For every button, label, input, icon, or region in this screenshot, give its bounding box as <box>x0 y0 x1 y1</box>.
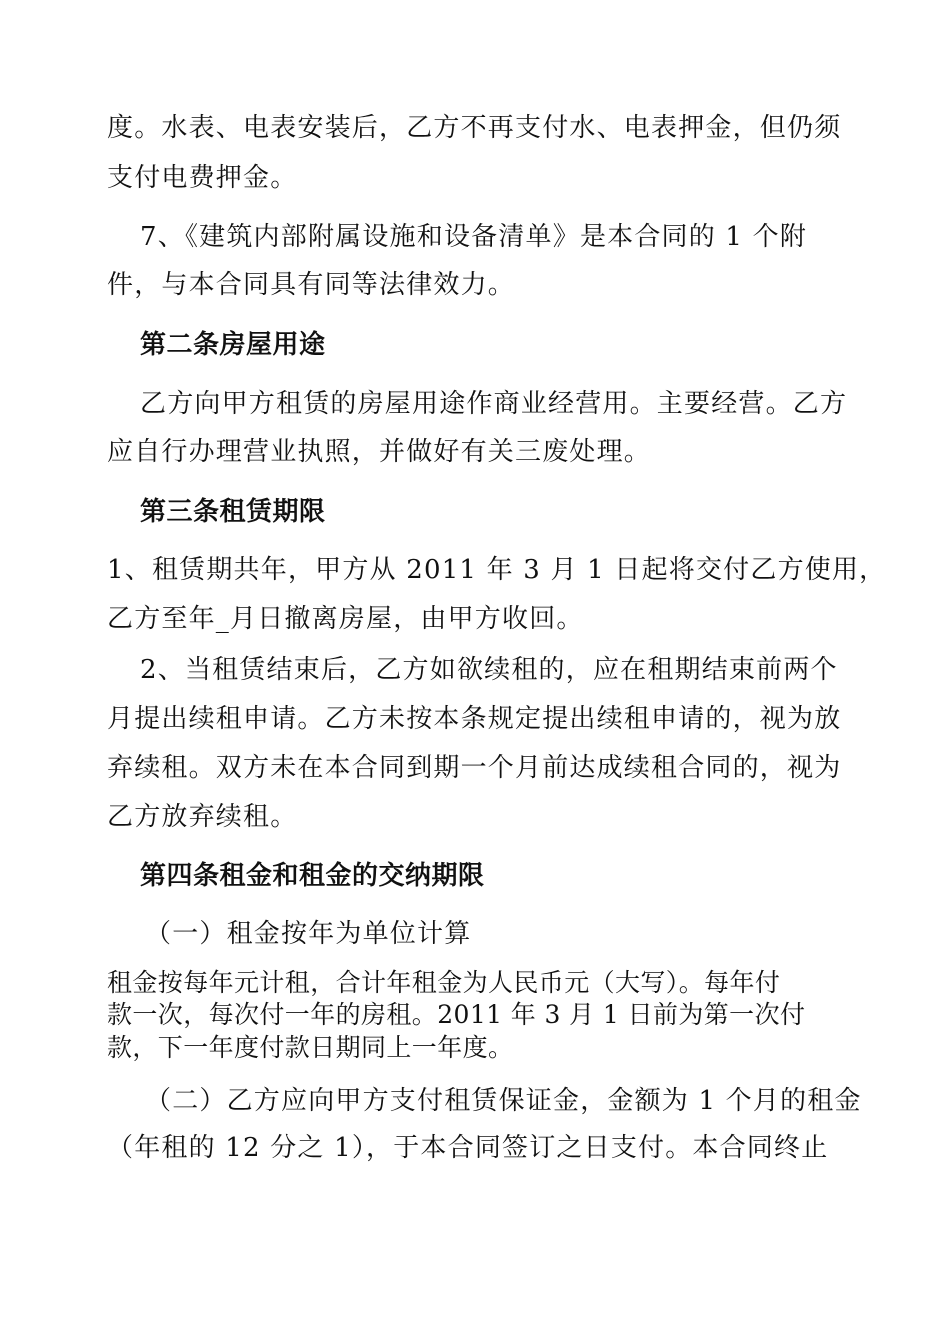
text-line: 租金按每年元计租，合计年租金为人民币元（大写）。每年付 <box>107 968 781 997</box>
text-line: 乙方向甲方租赁的房屋用途作商业经营用。主要经营。乙方 <box>140 389 848 419</box>
section-heading: 第四条租金和租金的交纳期限 <box>140 861 485 891</box>
text-line: 支付电费押金。 <box>107 163 298 193</box>
text-line: 7、《建筑内部附属设施和设备清单》是本合同的 1 个附 <box>140 222 808 252</box>
text-line: 乙方放弃续租。 <box>107 802 298 832</box>
section-heading: 第二条房屋用途 <box>140 330 326 360</box>
text-line: 应自行办理营业执照，并做好有关三废处理。 <box>107 437 652 467</box>
text-line: 1、租赁期共年，甲方从 2011 年 3 月 1 日起将交付乙方使用， <box>107 555 887 585</box>
text-line: 款一次，每次付一年的房租。2011 年 3 月 1 日前为第一次付 <box>107 1000 806 1029</box>
text-line: 2、当租赁结束后，乙方如欲续租的，应在租期结束前两个 <box>140 655 838 685</box>
section-heading: 第三条租赁期限 <box>140 497 326 527</box>
text-line: （二）乙方应向甲方支付租赁保证金，金额为 1 个月的租金 <box>145 1086 862 1116</box>
text-line: （年租的 12 分之 1），于本合同签订之日支付。本合同终止 <box>107 1133 829 1163</box>
text-line: 度。水表、电表安装后，乙方不再支付水、电表押金，但仍须 <box>107 113 842 143</box>
text-line: 乙方至年_月日撤离房屋，由甲方收回。 <box>107 604 584 634</box>
text-line: 月提出续租申请。乙方未按本条规定提出续租申请的，视为放 <box>107 704 842 734</box>
text-line: 款，下一年度付款日期同上一年度。 <box>107 1033 514 1062</box>
text-line: 弃续租。双方未在本合同到期一个月前达成续租合同的，视为 <box>107 753 842 783</box>
text-line: 件，与本合同具有同等法律效力。 <box>107 270 516 300</box>
text-line: （一）租金按年为单位计算 <box>145 919 472 949</box>
